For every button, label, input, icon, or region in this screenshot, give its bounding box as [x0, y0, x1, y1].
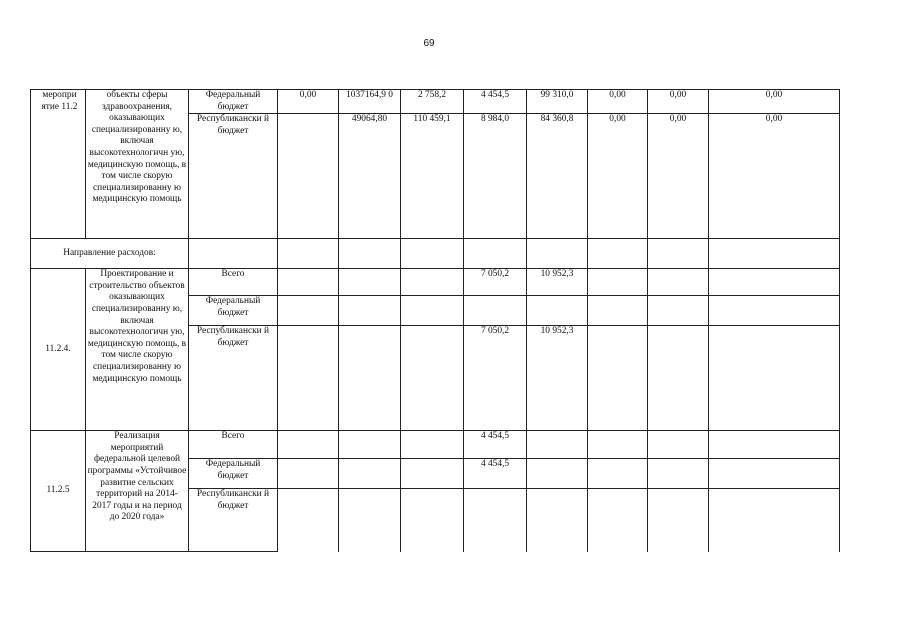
value-cell [339, 459, 401, 489]
event-code-cell: 11.2.4. [31, 269, 86, 431]
value-cell [709, 269, 840, 296]
value-cell: 7 050,2 [464, 269, 527, 296]
value-cell: 49064,80 [339, 114, 401, 239]
value-cell [709, 326, 840, 431]
value-cell [401, 431, 464, 459]
value-cell [588, 269, 648, 296]
event-code-cell: меропри ятие 11.2 [31, 90, 86, 239]
funding-source-federal: Федеральный бюджет [189, 296, 278, 326]
event-code-cell: 11.2.5 [31, 431, 86, 552]
funding-source-federal: Федеральный бюджет [189, 459, 278, 489]
value-cell: 10 952,3 [527, 269, 588, 296]
funding-source-republic: Республикански й бюджет [189, 114, 278, 239]
value-cell: 0,00 [278, 90, 339, 114]
table-row [31, 269, 840, 296]
table-row [31, 239, 840, 269]
value-cell: 4 454,5 [464, 90, 527, 114]
value-cell [339, 431, 401, 459]
value-cell [278, 326, 339, 431]
value-cell: 0,00 [648, 114, 709, 239]
value-cell: 10 952,3 [527, 326, 588, 431]
event-name-cell: объекты сферы здравоохранения, оказывающих специализированну ю, включая высокотехнологичн ую, медицинскую помощь, в том числе скорую специализированну ю медицинскую помощь [86, 90, 189, 239]
table-row [31, 90, 840, 114]
funding-source-total: Всего [189, 431, 278, 459]
value-cell [339, 269, 401, 296]
value-cell: 4 454,5 [464, 459, 527, 489]
value-cell [648, 269, 709, 296]
direction-label: Направление расходов: [31, 239, 189, 269]
funding-source-total: Всего [189, 269, 278, 296]
value-cell [278, 114, 339, 239]
event-name-cell: Проектирование и строительство объектов оказывающих специализированну ю, включая высокотехнологичн ую, медицинскую помощь, в том числе скорую специализированну ю медицинскую помощь [86, 269, 189, 431]
page-number: 69 [423, 38, 435, 49]
funding-source-federal: Федеральный бюджет [189, 90, 278, 114]
value-cell: 84 360,8 [527, 114, 588, 239]
value-cell: 0,00 [588, 114, 648, 239]
value-cell [401, 269, 464, 296]
value-cell [648, 326, 709, 431]
value-cell: 0,00 [709, 90, 840, 114]
value-cell: 0,00 [588, 90, 648, 114]
value-cell [278, 431, 339, 459]
funding-source-republic: Республикански й бюджет [189, 326, 278, 431]
budget-table [30, 89, 840, 552]
funding-source-republic: Республикански й бюджет [189, 489, 278, 552]
value-cell: 110 459,1 [401, 114, 464, 239]
value-cell: 0,00 [709, 114, 840, 239]
value-cell [278, 459, 339, 489]
table-row [31, 431, 840, 459]
value-cell [401, 326, 464, 431]
value-cell [401, 459, 464, 489]
value-cell: 0,00 [648, 90, 709, 114]
value-cell [588, 326, 648, 431]
value-cell: 4 454,5 [464, 431, 527, 459]
value-cell: 1037164,9 0 [339, 90, 401, 114]
value-cell [278, 269, 339, 296]
value-cell [339, 326, 401, 431]
value-cell: 8 984,0 [464, 114, 527, 239]
value-cell: 2 758,2 [401, 90, 464, 114]
value-cell: 7 050,2 [464, 326, 527, 431]
value-cell: 99 310,0 [527, 90, 588, 114]
event-name-cell: Реализация мероприятий федеральной целевой программы «Устойчивое развитие сельских территорий на 2014-2017 годы и на период до 2020 года» [86, 431, 189, 552]
